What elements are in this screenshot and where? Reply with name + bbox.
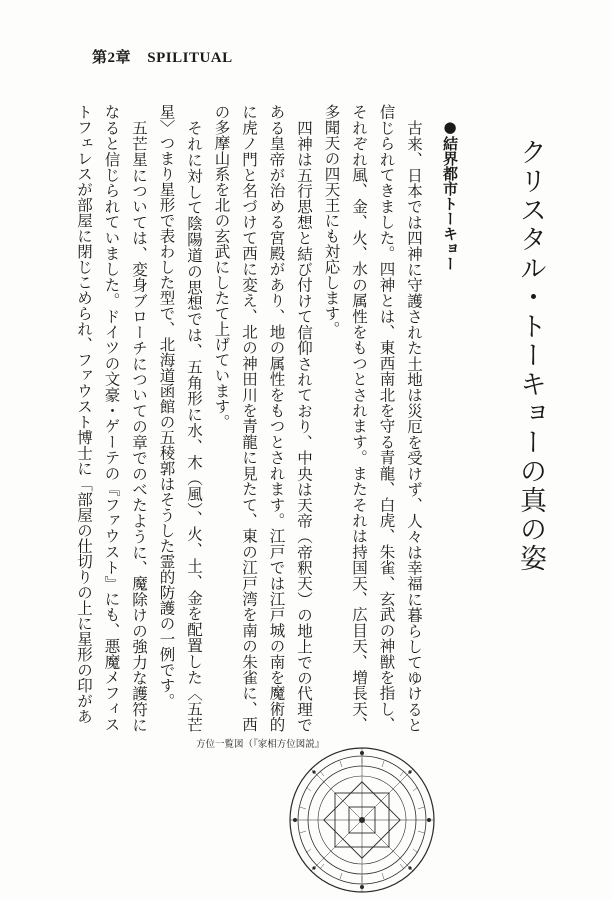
paragraph: 四神は五行思想と結び付けて信仰されており、中央は天帝（帝釈天）の地上での代理である皇帝が治める宮殿があり、地の属性をもつとされます。江戸では江戸城の南を魔術的に虎ノ門と名づけて西に変え、北の神田川を青龍に見たて、東の江戸湾を南の朱雀に、西の多摩山系を北の玄武にしたて上げています。: [212, 104, 313, 732]
running-head-title: SPILITUAL: [147, 50, 233, 66]
section-heading-text: 結界都市トーキョー: [441, 136, 459, 271]
body-text: [75, 104, 427, 733]
running-head: [92, 46, 233, 67]
compass-diagram-icon: [287, 745, 437, 895]
paragraph: それに対して陰陽道の思想では、五角形に水、木（風）、火、土、金を配置した〈五芒星〉つまり星形で表わした型で、北海道函館の五稜郭はそうした霊的防護の一例です。: [157, 104, 203, 732]
running-head-chapter: 第2章: [92, 50, 132, 66]
figure-caption: 方位一覧図（『家相方位図説』: [196, 739, 325, 750]
paragraph: 五芒星については、変身ブローチについての章でのべたように、魔除けの強力な護符になると信じられていました。ドイツの文豪・ゲーテの『ファウスト』にも、悪魔メフィストフェレスが部屋に閉じこめられ、ファウスト博士に「部屋の仕切りの上に星形の印があ: [75, 104, 148, 733]
paragraph: 古来、日本では四神に守護された土地は災厄を受けず、人々は幸福に暮らしてゆけると信じられてきました。四神とは、東西南北を守る青龍、白虎、朱雀、玄武の神獣を指し、それぞれ風、金、火、水の属性をもつとされます。またそれは持国天、広目天、増長天、多聞天の四天王にも対応します。: [322, 104, 423, 733]
chapter-title: クリスタル・トーキョーの真の姿: [515, 138, 546, 573]
section-bullet-icon: ●: [441, 118, 459, 136]
direction-diagram-image: [287, 745, 437, 895]
section-heading: [440, 118, 460, 418]
